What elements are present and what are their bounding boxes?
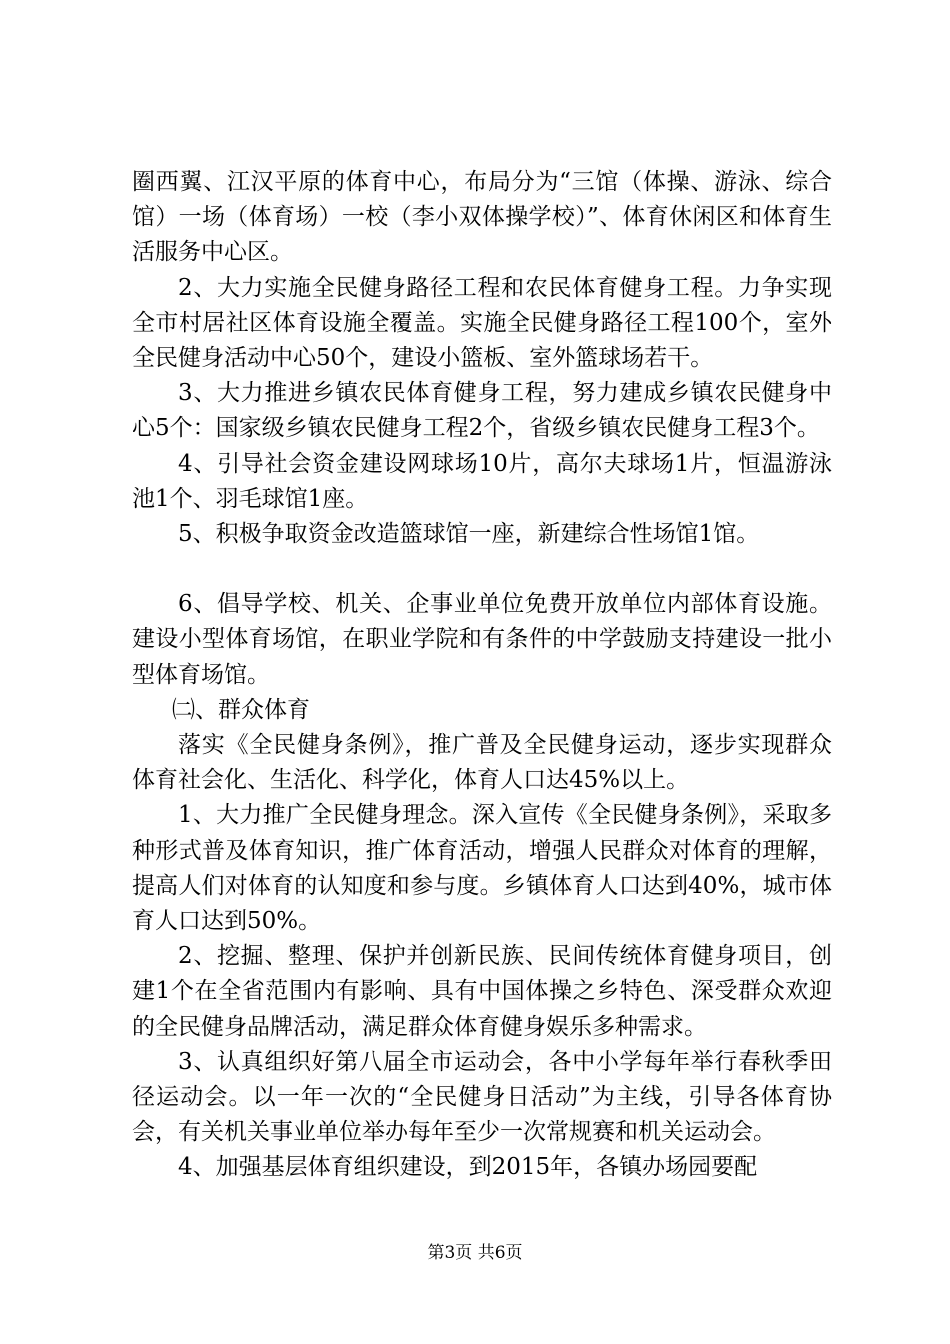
paragraph-mass-4: 4、加强基层体育组织建设，到2015年，各镇办场园要配 xyxy=(178,1154,758,1181)
paragraph-gap xyxy=(132,552,832,587)
paragraph-mass-2: 2、挖掘、整理、保护并创新民族、民间传统体育健身项目，创建1个在全省范围内有影响、具有中国体操之乡特色、深受群众欢迎的全民健身品牌活动，满足群众体育健身娱乐多种需求。 xyxy=(132,943,832,1040)
paragraph-item-5: 5、积极争取资金改造篮球馆一座，新建综合性场馆1馆。 xyxy=(178,521,760,548)
paragraph-continuation: 圈西翼、江汉平原的体育中心，布局分为“三馆（体操、游泳、综合馆）一场（体育场）一校（李小双体操学校）”、体育休闲区和体育生活服务中心区。 xyxy=(132,169,832,266)
paragraph-intro: 落实《全民健身条例》，推广普及全民健身运动，逐步实现群众体育社会化、生活化、科学化，体育人口达45%以上。 xyxy=(132,732,832,794)
paragraph-item-4: 4、引导社会资金建设网球场10片，高尔夫球场1片，恒温游泳池1个、羽毛球馆1座。 xyxy=(132,450,832,512)
paragraph-mass-1: 1、大力推广全民健身理念。深入宣传《全民健身条例》，采取多种形式普及体育知识，推广体育活动，增强人民群众对体育的理解，提高人们对体育的认知度和参与度。乡镇体育人口达到40%，城市体育人口达到50%。 xyxy=(132,802,832,935)
paragraph-item-6: 6、倡导学校、机关、企事业单位免费开放单位内部体育设施。建设小型体育场馆，在职业学院和有条件的中学鼓励支持建设一批小型体育场馆。 xyxy=(132,591,832,688)
section-heading: ㈡、群众体育 xyxy=(172,696,310,723)
page-footer: 第3页 共6页 xyxy=(427,1243,523,1263)
paragraph-mass-3: 3、认真组织好第八届全市运动会，各中小学每年举行春秋季田径运动会。以一年一次的“全民健身日活动”为主线，引导各体育协会，有关机关事业单位举办每年至少一次常规赛和机关运动会。 xyxy=(132,1048,832,1146)
document-body xyxy=(132,165,832,1186)
paragraph-item-3: 3、大力推进乡镇农民体育健身工程，努力建成乡镇农民健身中心5个：国家级乡镇农民健身工程2个，省级乡镇农民健身工程3个。 xyxy=(132,380,832,442)
paragraph-item-2: 2、大力实施全民健身路径工程和农民体育健身工程。力争实现全市村居社区体育设施全覆盖。实施全民健身路径工程100个，室外全民健身活动中心50个，建设小篮板、室外篮球场若干。 xyxy=(132,274,832,372)
